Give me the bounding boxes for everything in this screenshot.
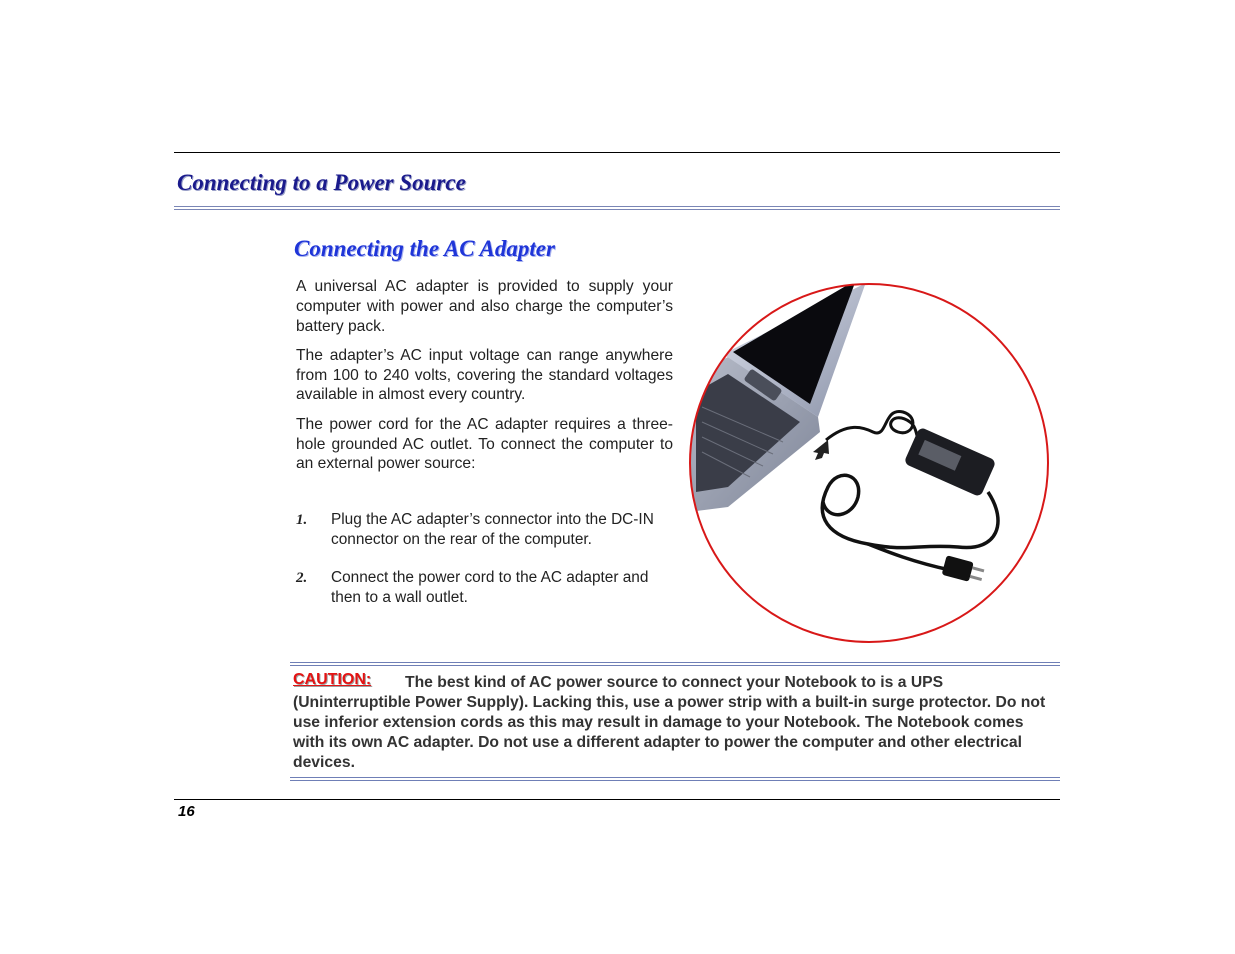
step-1 [296,510,676,550]
ac-adapter-illustration [688,282,1050,644]
step-text: Plug the AC adapter’s connector into the DC-IN connector on the rear of the computer. [331,511,654,548]
section-title: Connecting to a Power Source [177,170,466,195]
subsection-title: Connecting the AC Adapter [294,236,555,261]
page-number: 16 [178,803,195,820]
header-rule [174,152,1060,153]
caution-top-rule [290,662,1060,666]
footer-rule [174,799,1060,800]
step-number: 1. [296,512,308,528]
caution-label: CAUTION: [293,671,372,688]
paragraph-voltage: The adapter’s AC input voltage can range anywhere from 100 to 240 volts, covering the standard voltages available in almost every country. [296,346,673,404]
section-title-underline [174,206,1060,210]
step-2 [296,568,676,608]
caution-text: The best kind of AC power source to connect your Notebook to is a UPS (Uninterruptible Power Supply). Lacking this, use a power strip with a built-in surge protector. Do not use inferior extension cords as this may result in damage to your Notebook. The Notebook comes with its own AC adapter. Do not use a different adapter to power the computer and other electrical devices. [293,674,1046,771]
paragraph-power-cord: The power cord for the AC adapter requires a three-hole grounded AC outlet. To connect the computer to an external power source: [296,415,673,473]
step-text: Connect the power cord to the AC adapter and then to a wall outlet. [331,569,649,606]
body-text [296,277,673,484]
paragraph-intro: A universal AC adapter is provided to supply your computer with power and also charge the computer’s battery pack. [296,278,673,335]
caution-bottom-rule [290,777,1060,781]
step-number: 2. [296,570,308,586]
